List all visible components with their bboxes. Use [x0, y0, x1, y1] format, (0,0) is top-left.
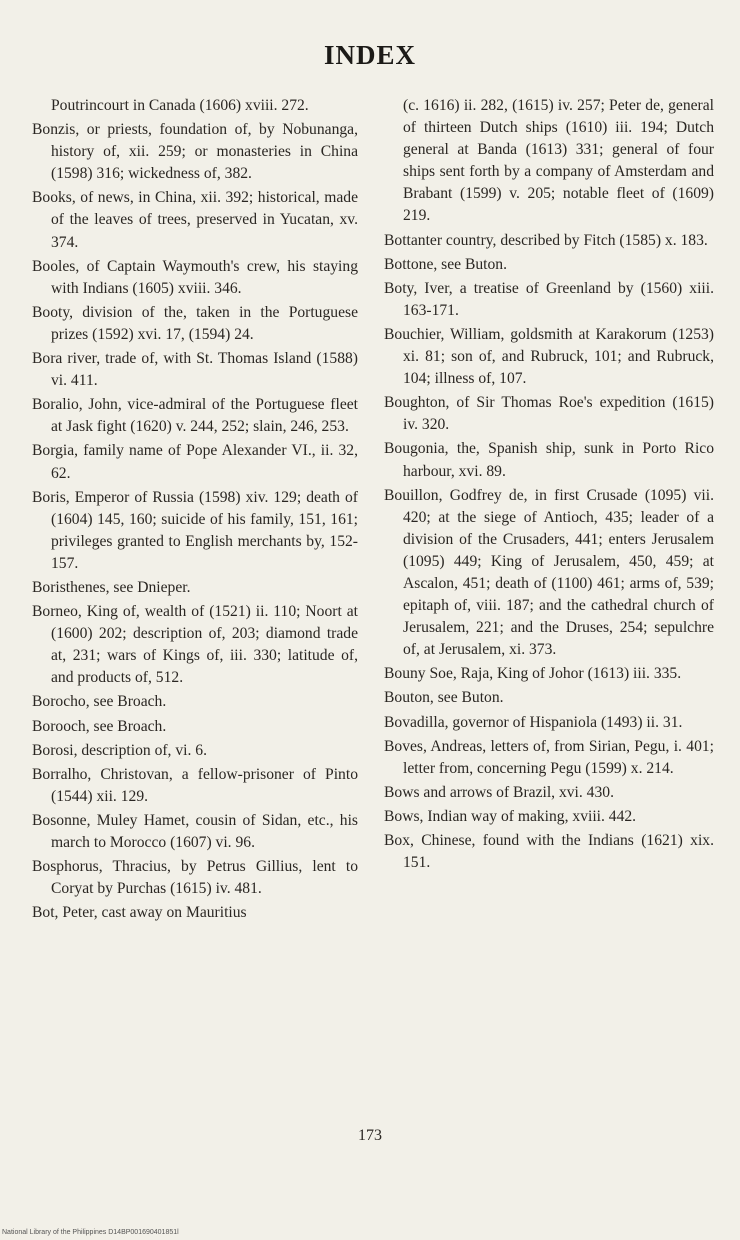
index-entry: Bougonia, the, Spanish ship, sunk in Porto Rico harbour, xvi. 89. [384, 440, 714, 480]
index-entry: Bosonne, Muley Hamet, cousin of Sidan, etc., his march to Morocco (1607) vi. 96. [32, 811, 358, 851]
index-entry: Bouny Soe, Raja, King of Johor (1613) iii. 335. [384, 665, 682, 683]
index-entry: Bosphorus, Thracius, by Petrus Gillius, lent to Coryat by Purchas (1615) iv. 481. [32, 858, 358, 898]
index-entry: Borneo, King of, wealth of (1521) ii. 110; Noort at (1600) 202; description of, 203; diamond trade at, 231; wars of Kings of, iii. 330; latitude of, and products of, 512. [32, 603, 358, 687]
index-entry: Bouchier, William, goldsmith at Karakorum (1253) xi. 81; son of, and Rubruck, 101; and Rubruck, 104; illness of, 107. [384, 325, 714, 388]
index-entry: Bora river, trade of, with St. Thomas Island (1588) vi. 411. [32, 350, 358, 390]
index-entry: Boty, Iver, a treatise of Greenland by (1560) xiii. 163-171. [384, 279, 714, 319]
index-entry: Boralio, John, vice-admiral of the Portuguese fleet at Jask fight (1620) v. 244, 252; slain, 246, 253. [32, 396, 358, 436]
index-column-right [384, 95, 714, 876]
index-entry: Borooch, see Broach. [32, 717, 167, 735]
index-entry: Bovadilla, governor of Hispaniola (1493) ii. 31. [384, 713, 683, 731]
index-entry: Boves, Andreas, letters of, from Sirian, Pegu, i. 401; letter from, concerning Pegu (1599) x. 214. [384, 737, 714, 777]
index-entry: Bouillon, Godfrey de, in first Crusade (1095) vii. 420; at the siege of Antioch, 435; leader of a division of the Crusaders, 441; enters Jerusalem (1095) 449; King of Jerusalem, 450, 459; at Ascalon, 451; death of (1100) 461; arms of, 539; epitaph of, viii. 187; and the cathedral church of Jerusalem, 221; and the Druses, 254; sepulchre of, at Jerusalem, xi. 373. [384, 486, 714, 659]
index-entry: Borocho, see Broach. [32, 693, 167, 711]
index-entry: Books, of news, in China, xii. 392; historical, made of the leaves of trees, preserved in Yucatan, xv. 374. [32, 189, 358, 251]
index-entry: Bonzis, or priests, foundation of, by Nobunanga, history of, xii. 259; or monasteries in China (1598) 316; wickedness of, 382. [32, 121, 358, 183]
index-entry: (c. 1616) ii. 282, (1615) iv. 257; Peter de, general of thirteen Dutch ships (1610) iii. 194; Dutch general at Banda (1613) 331; general of four ships sent forth by a company of Amsterdam and Brabant (1599) v. 205; notable fleet of (1609) 219. [403, 97, 714, 225]
index-entry: Borgia, family name of Pope Alexander VI., ii. 32, 62. [32, 442, 358, 482]
index-entry: Boristhenes, see Dnieper. [32, 578, 191, 596]
index-entry: Poutrincourt in Canada (1606) xviii. 272. [51, 97, 309, 114]
index-entry: Bows, Indian way of making, xviii. 442. [384, 807, 637, 825]
index-entry: Bottanter country, described by Fitch (1585) x. 183. [384, 231, 708, 249]
index-entry: Bot, Peter, cast away on Mauritius [32, 904, 247, 922]
index-entry: Boughton, of Sir Thomas Roe's expedition (1615) iv. 320. [384, 394, 714, 434]
index-entry: Borralho, Christovan, a fellow-prisoner of Pinto (1544) xii. 129. [32, 765, 358, 805]
index-entry: Boris, Emperor of Russia (1598) xiv. 129; death of (1604) 145, 160; suicide of his family, 151, 161; privileges granted to English merchants by, 152-157. [32, 488, 358, 572]
page-title: INDEX [323, 40, 416, 70]
index-entry: Booles, of Captain Waymouth's crew, his staying with Indians (1605) xviii. 346. [32, 257, 358, 297]
index-entry: Booty, division of the, taken in the Portuguese prizes (1592) xvi. 17, (1594) 24. [32, 303, 358, 343]
library-footer: National Library of the Philippines D14BP001690401851l [2, 1229, 179, 1236]
index-entry: Borosi, description of, vi. 6. [32, 741, 207, 759]
index-entry: Box, Chinese, found with the Indians (1621) xix. 151. [384, 832, 714, 872]
index-entry: Bows and arrows of Brazil, xvi. 430. [384, 783, 614, 801]
index-column-left [32, 95, 358, 926]
index-entry: Bottone, see Buton. [384, 255, 508, 273]
page-number: 173 [358, 1127, 382, 1144]
index-entry: Bouton, see Buton. [384, 689, 504, 707]
